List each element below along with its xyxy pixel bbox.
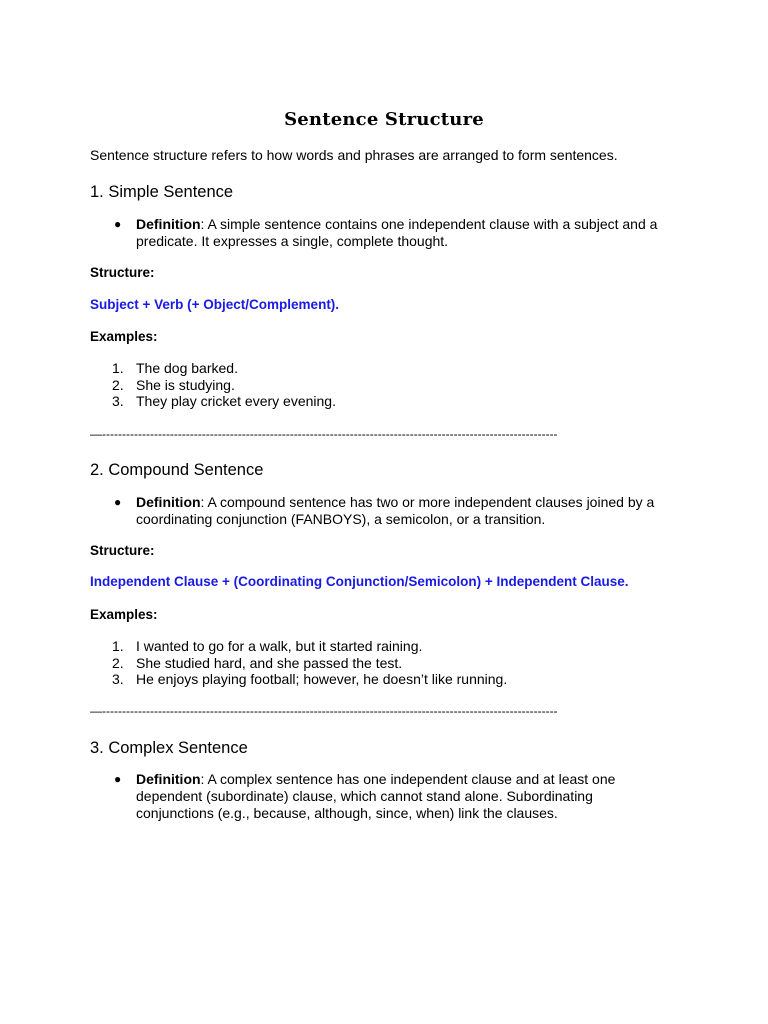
section-heading-complex: 3. Complex Sentence xyxy=(90,739,248,757)
bullet-icon: ● xyxy=(114,217,122,231)
list-number: 2. xyxy=(112,654,124,671)
list-item xyxy=(112,655,507,672)
example-text: He enjoys playing football; however, he doesn’t like running. xyxy=(136,671,508,687)
examples-list xyxy=(112,360,336,410)
section-heading-simple: 1. Simple Sentence xyxy=(90,183,234,201)
examples-label: Examples: xyxy=(90,607,158,622)
document-title: Sentence Structure xyxy=(284,109,484,130)
example-text: The dog barked. xyxy=(136,360,238,376)
examples-label: Examples: xyxy=(90,329,158,344)
list-item xyxy=(112,377,336,394)
definition-bullet-compound xyxy=(114,494,676,528)
examples-list xyxy=(112,638,507,688)
definition-term: Definition xyxy=(136,494,201,510)
list-item xyxy=(112,671,507,688)
section-divider: —------------------------------------------------------------------------------------------------------------------ xyxy=(90,428,558,440)
definition-bullet-complex xyxy=(114,771,672,822)
section-heading-compound: 2. Compound Sentence xyxy=(90,461,264,479)
structure-label: Structure: xyxy=(90,265,155,280)
definition-term: Definition xyxy=(136,771,201,787)
definition-text: : A complex sentence has one independent clause and at least one dependent (subordinate) clause, which cannot stand alone. Subordinating conjunctions (e.g., because, although, since, when) link the clauses. xyxy=(136,771,616,821)
example-text: She studied hard, and she passed the test. xyxy=(136,654,403,671)
section-divider: —------------------------------------------------------------------------------------------------------------------ xyxy=(90,705,558,717)
list-number: 3. xyxy=(112,671,124,687)
bullet-icon: ● xyxy=(114,495,122,509)
definition-text: : A simple sentence contains one independent clause with a subject and a predicate. It expresses a single, complete thought. xyxy=(136,216,658,249)
example-text: She is studying. xyxy=(136,376,235,393)
intro-paragraph: Sentence structure refers to how words and phrases are arranged to form sentences. xyxy=(90,147,618,163)
list-number: 1. xyxy=(112,360,124,376)
list-item xyxy=(112,393,336,410)
example-text: I wanted to go for a walk, but it started raining. xyxy=(136,638,423,654)
definition-term: Definition xyxy=(136,216,201,232)
structure-label: Structure: xyxy=(90,543,155,558)
structure-formula: Subject + Verb (+ Object/Complement). xyxy=(90,297,340,312)
list-number: 2. xyxy=(112,376,124,393)
definition-bullet-simple xyxy=(114,216,676,250)
structure-formula: Independent Clause + (Coordinating Conjunction/Semicolon) + Independent Clause. xyxy=(90,574,629,589)
bullet-icon: ● xyxy=(114,772,122,786)
list-item xyxy=(112,360,336,377)
list-item xyxy=(112,638,507,655)
definition-text: : A compound sentence has two or more independent clauses joined by a coordinating conjunction (FANBOYS), a semicolon, or a transition. xyxy=(136,494,655,527)
list-number: 1. xyxy=(112,638,124,654)
example-text: They play cricket every evening. xyxy=(136,393,336,409)
list-number: 3. xyxy=(112,393,124,409)
